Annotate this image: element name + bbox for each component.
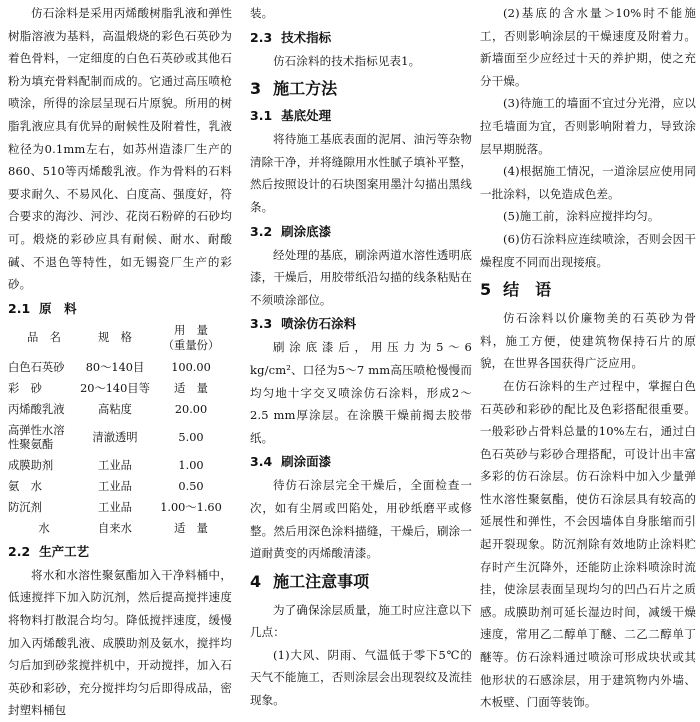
cell-name: 丙烯酸乳液: [8, 402, 65, 416]
column-header-amount: 用 量 （重量份）: [162, 323, 220, 352]
table-row: [8, 518, 232, 539]
section-title: 技术指标: [281, 29, 332, 45]
cell-spec: 80～140目: [85, 360, 145, 374]
cell-name: 彩 砂: [8, 381, 42, 395]
cell-spec: 工业品: [98, 479, 132, 493]
materials-table: [8, 321, 232, 539]
cell-amount: 1.00: [178, 458, 204, 472]
tech-specs-paragraph: 仿石涂料的技术指标见表1。: [273, 53, 421, 68]
cell-name: 水: [38, 521, 50, 535]
cell-name: 防沉剂: [8, 500, 42, 514]
section-title: 施工注意事项: [273, 571, 370, 591]
section-number: 2.2: [8, 543, 31, 559]
section-3-4-heading: [250, 452, 472, 472]
section-number: 2.1: [8, 300, 31, 316]
cell-spec: 自来水: [98, 521, 132, 535]
section-3-1-heading: [250, 106, 472, 126]
continued-text: 装。: [250, 6, 274, 20]
column-3: [480, 2, 696, 714]
section-title: 刷涂面漆: [281, 454, 332, 470]
section-number: 3: [250, 79, 262, 99]
precaution-item-1: (1)大风、阴雨、气温低于零下5℃的天气不能施工，否则涂层会出现裂纹及流挂现象。: [250, 647, 472, 708]
section-number: 4: [250, 571, 262, 591]
section-number: 3.2: [250, 223, 273, 239]
section-title: 原 料: [39, 300, 77, 316]
section-number: 3.1: [250, 108, 273, 124]
table-row: [8, 420, 232, 455]
precaution-item-4: (4)根据施工情况，一道涂层应使用同一批涂料，以免造成色差。: [480, 164, 696, 201]
table-row: [8, 455, 232, 476]
column-header-spec: 规 格: [98, 331, 132, 345]
table-row: [8, 378, 232, 399]
substrate-paragraph: 将待施工基底表面的泥屑、油污等杂物清除干净，并将缝隙用水性腻子填补平整，然后按照设计的石块图案用墨汁勾描出黑线条。: [250, 132, 472, 214]
cell-amount: 20.00: [174, 402, 208, 416]
topcoat-paragraph: 待仿石涂层完全干燥后，全面检查一次，如有尘屑或凹陷处，用砂纸磨平或修整。然后用深色涂料描缝，干燥后，刷涂一道耐黄变的丙烯酸清漆。: [250, 478, 472, 561]
cell-name: 成膜助剂: [8, 458, 54, 472]
section-2-1-heading: [8, 299, 232, 319]
cell-amount: 适 量: [174, 521, 208, 535]
section-title: 结 语: [503, 280, 552, 300]
precaution-item-2: (2)基底的含水量＞10%时不能施工，否则影响涂层的干燥速度及附着力。新墙面至少应经过十天的养护期，使之充分干燥。: [480, 6, 696, 88]
section-3-heading: [250, 78, 472, 100]
table-header-row: [8, 321, 232, 357]
column-1: [8, 2, 232, 722]
section-title: 喷涂仿石涂料: [281, 316, 357, 332]
section-number: 5: [480, 280, 492, 300]
section-title: 生产工艺: [39, 543, 90, 559]
conclusion-paragraph-1: 仿石涂料以价廉物美的石英砂为骨料，施工方便，使建筑物保持石片的原貌，在世界各国获得广泛应用。: [480, 311, 696, 371]
cell-amount: 5.00: [178, 430, 204, 444]
column-2: [250, 2, 472, 712]
section-title: 基底处理: [281, 108, 332, 124]
table-row: [8, 357, 232, 378]
cell-amount: 0.50: [178, 479, 204, 493]
section-title: 施工方法: [273, 79, 338, 99]
cell-amount: 适 量: [174, 381, 208, 395]
cell-spec: 工业品: [98, 500, 132, 514]
section-2-3-heading: [250, 28, 472, 48]
section-number: 3.4: [250, 454, 273, 470]
section-2-2-heading: [8, 542, 232, 562]
cell-spec: 清澈透明: [92, 430, 138, 444]
section-4-heading: [250, 571, 472, 593]
section-5-heading: [480, 279, 696, 301]
cell-name: 氨 水: [8, 479, 42, 493]
cell-amount: 1.00～1.60: [160, 500, 222, 514]
primer-paragraph: 经处理的基底，刷涂两道水溶性透明底漆，干燥后，用胶带纸沿勾描的线条粘贴在不须喷涂部位。: [250, 247, 472, 307]
materials-table-body: [8, 357, 232, 539]
intro-paragraph: 仿石涂料是采用丙烯酸树脂乳液和弹性树脂溶液为基料，高温煅烧的彩色石英砂为着色骨料，一定细度的白色石英砂或其他石粉为填充骨料配制而成的。它通过高压喷枪喷涂，所得的涂层呈现石片原貌。所用的树脂乳液应具有优异的耐候性及附着性，乳液粒径为0.1mm左右，如苏州造漆厂生产的860、510等丙烯酸乳液。作为骨料的石料要求耐久、不易风化、白度高、强度好，符合要求的海沙、河沙、花岗石粉碎的石砂均可。煅烧的彩砂应具有耐候、耐水、耐酸碱、不退色等特性，如无锡瓷厂生产的彩砂。: [8, 6, 232, 292]
precaution-item-3: (3)待施工的墙面不宜过分光滑，应以拉毛墙面为宜，否则影响附着力，导致涂层早期脱落。: [480, 96, 696, 156]
section-3-3-heading: [250, 314, 472, 334]
precaution-item-6: (6)仿石涂料应连续喷涂，否则会因干燥程度不同而出现接痕。: [480, 231, 696, 269]
table-row: [8, 497, 232, 518]
cell-spec: 高粘度: [98, 402, 132, 416]
precaution-item-5: (5)施工前，涂料应搅拌均匀。: [503, 209, 660, 224]
cell-spec: 20～140目等: [80, 381, 150, 395]
precautions-intro-paragraph: 为了确保涂层质量，施工时应注意以下几点：: [250, 602, 472, 640]
conclusion-paragraph-2: 在仿石涂料的生产过程中，掌握白色石英砂和彩砂的配比及色彩搭配很重要。一般彩砂占骨料总量的10%左右，通过白色石英砂与彩砂合理搭配，可设计出丰富多彩的仿石涂层。仿石涂料中加入少量弹性水溶性聚氨酯，使仿石涂层具有较高的延展性和弹性，不会因墙体自身胀缩而引起开裂现象。防沉剂除有效地防止涂料贮存时产生沉降外，还能防止涂料喷涂时流挂，使涂层表面呈现均匀的凹凸石片之质感。成膜助剂可延长湿边时间，减缓干燥速度，常用乙二醇单丁醚、二乙二醇单丁醚等。仿石涂料通过喷涂可形成块状或其他形状的石感涂层，用于建筑物内外墙、木板壁、门面等装饰。: [480, 378, 696, 710]
section-number: 2.3: [250, 29, 273, 45]
table-row: [8, 399, 232, 420]
column-header-name: 品 名: [27, 331, 61, 345]
section-3-2-heading: [250, 222, 472, 242]
cell-spec: 工业品: [98, 458, 132, 472]
spraying-paragraph: 刷涂底漆后，用压力为5～6 kg/cm²、口径为5～7 mm高压喷枪慢慢而均匀地十字交叉喷涂仿石涂料，形成2～2.5 mm厚涂层。在涂膜干燥前揭去胶带纸。: [250, 340, 472, 445]
section-number: 3.3: [250, 316, 273, 332]
cell-name: 高弹性水溶 性聚氨酯: [8, 423, 65, 451]
production-process-paragraph: 将水和水溶性聚氨酯加入干净料桶中，低速搅拌下加入防沉剂，然后提高搅拌速度将物料打散混合均匀。降低搅拌速度，缓慢加入丙烯酸乳液、成膜助剂及氨水，搅拌均匀后加到砂浆搅拌机中，开动搅拌，加入石英砂和彩砂，充分搅拌均匀后即得成品，密封塑料桶包: [8, 567, 232, 718]
cell-amount: 100.00: [171, 360, 211, 374]
section-title: 刷涂底漆: [281, 223, 332, 239]
table-row: [8, 476, 232, 497]
cell-name: 白色石英砂: [8, 360, 65, 374]
